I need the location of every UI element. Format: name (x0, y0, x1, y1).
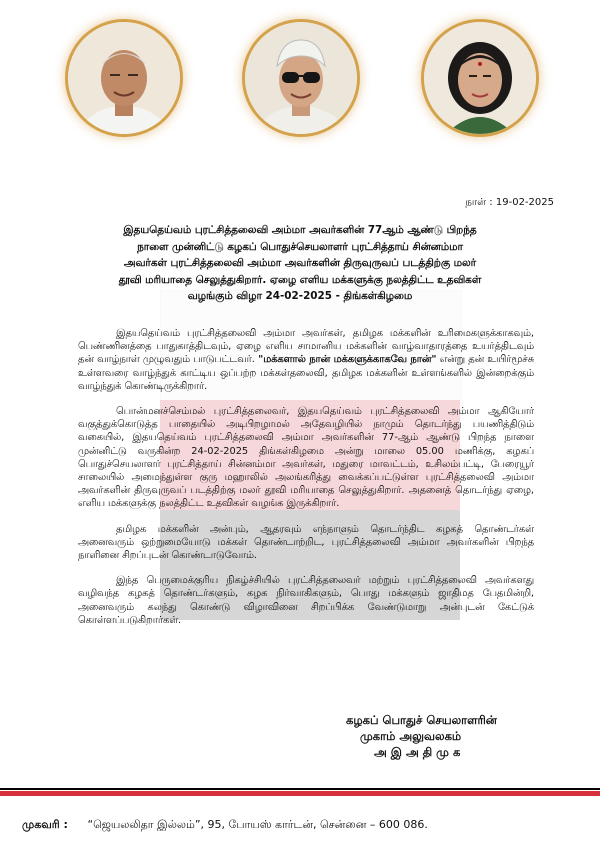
paragraph-1-text: இதயதெய்வம் புரட்சித்தலைவி அம்மா அவர்கள், தமிழக மக்களின் உரிமைகளுக்காகவும், பெண்ணினத்தை பாதுகாத்திடவும், ஏழை எளிய சாமானிய மக்களின் வாழ்வாதாரத்தை உயர்த்திடவும் தன் வாழ்நாள் முழுவதும் பாடுபட்டவர். (78, 328, 534, 366)
paragraph-4-text: இந்த பெருமைக்குரிய நிகழ்ச்சியில் புரட்சித்தலைவர் மற்றும் புரட்சித்தலைவி அவர்களது வழிவந்த கழகத் தொண்டர்களும், கழக நிர்வாகிகளும், பொது மக்களும் ஜாதிமத பேதமின்றி, அனைவரும் கலந்து கொண்டு விழாவினை சிறப்பிக்க வேண்டுமாறு அன்புடன் கேட்டுக் கொள்ளப்படுகிறார்கள். (78, 575, 534, 626)
date-label: நாள் : (465, 197, 493, 208)
footer-divider (0, 788, 600, 796)
portrait-center (245, 22, 357, 134)
portrait-right (424, 22, 536, 134)
signature-line: அ இ அ தி மு க (374, 745, 461, 759)
paragraph-2-text: பொன்மனச்செம்மல் புரட்சித்தலைவர், இதயதெய்வம் புரட்சித்தலைவி அம்மா ஆகியோர் வகுத்துக்கொடுத்த பாதையில் அடிபிறழாமல் அதேவழியில் நாமும் தொடர்ந்து பயணித்திடும் வகையில், இதயதெய்வம் புரட்சித்தலைவி அம்மா அவர்களின் 77-ஆம் ஆண்டு பிறந்த நாளை முன்னிட்டு வருகின்ற 24-02-2025 திங்கள்கிழமை அன்று மாலை 05.00 மணிக்கு, கழகப் பொதுச்செயலாளர் புரட்சித்தாய் சின்னம்மா அவர்கள், மதுரை மாவட்டம், உசிலம்பட்டி, பேரையூர் சாலையில் அமைந்துள்ள குரு மஹாலில் அலங்கரித்து வைக்கப்பட்டுள்ள புரட்சித்தலைவி அம்மா அவர்களின் திருவுருவப் படத்திற்கு மலர் தூவி மரியாதை செலுத்துகிறார். அதனைத் தொடர்ந்து ஏழை, எளிய மக்களுக்கு நலத்திட்ட உதவிகள் வழங்க இருக்கிறார். (78, 406, 534, 510)
date-value: 19-02-2025 (495, 197, 554, 208)
slogan-quote: "மக்களால் நான் மக்களுக்காகவே நான்" (258, 354, 437, 366)
paragraph-3 (78, 523, 534, 563)
press-release-body (78, 327, 534, 639)
paragraph-3-text: தமிழக மக்களின் அன்பும், ஆதரவும் எந்நாளும் தொடர்ந்திட கழகத் தொண்டர்கள் அனைவரும் ஒற்றுமையோடு மக்கள் தொண்டாற்றிட, புரட்சித்தலைவி அம்மா அவர்களின் பிறந்த நாளினை சிறப்புடன் கொண்டாடுவோம். (78, 523, 534, 562)
paragraph-4 (78, 574, 534, 627)
date-line (465, 197, 554, 209)
signature-block (346, 712, 546, 760)
address-label: முகவரி : (22, 818, 68, 831)
title-line: அவர்கள் புரட்சித்தலைவி அம்மா அவர்களின் திருவுருவப் படத்திற்கு மலர் (123, 257, 477, 270)
press-release-title (58, 222, 542, 305)
signature-line: கழகப் பொதுச் செயலாளரின் (346, 713, 497, 727)
title-line: இதயதெய்வம் புரட்சித்தலைவி அம்மா அவர்களின் 77ஆம் ஆண்டு பிறந்த (123, 224, 477, 236)
paragraph-1 (78, 327, 534, 393)
address-footer (22, 818, 428, 833)
portrait-left (68, 22, 180, 134)
title-line: தூவி மரியாதை செலுத்துகிறார். ஏழை எளிய மக்களுக்கு நலத்திட்ட உதவிகள் (118, 273, 482, 286)
paragraph-2 (78, 405, 534, 511)
signature-line: முகாம் அலுவலகம் (360, 729, 462, 743)
title-line: நாளை முன்னிட்டு கழகப் பொதுச்செயலாளர் புரட்சித்தாய் சின்னம்மா (137, 240, 463, 253)
paragraph-1-text-cont: என்று தன் உயிர்மூச்சு உள்ளவரை வாழ்ந்துக் காட்டிய ஒப்பற்ற மக்கள்தலைவி, தமிழக மக்களின் உள்ளங்களில் இன்றைக்கும் வாழ்ந்துக் கொண்டிருக்கிறார். (78, 354, 535, 392)
title-line: வழங்கும் விழா 24-02-2025 - திங்கள்கிழமை (187, 290, 413, 303)
address-text: “ஜெயலலிதா இல்லம்”, 95, போயஸ் கார்டன், சென்னை – 600 086. (87, 818, 428, 831)
